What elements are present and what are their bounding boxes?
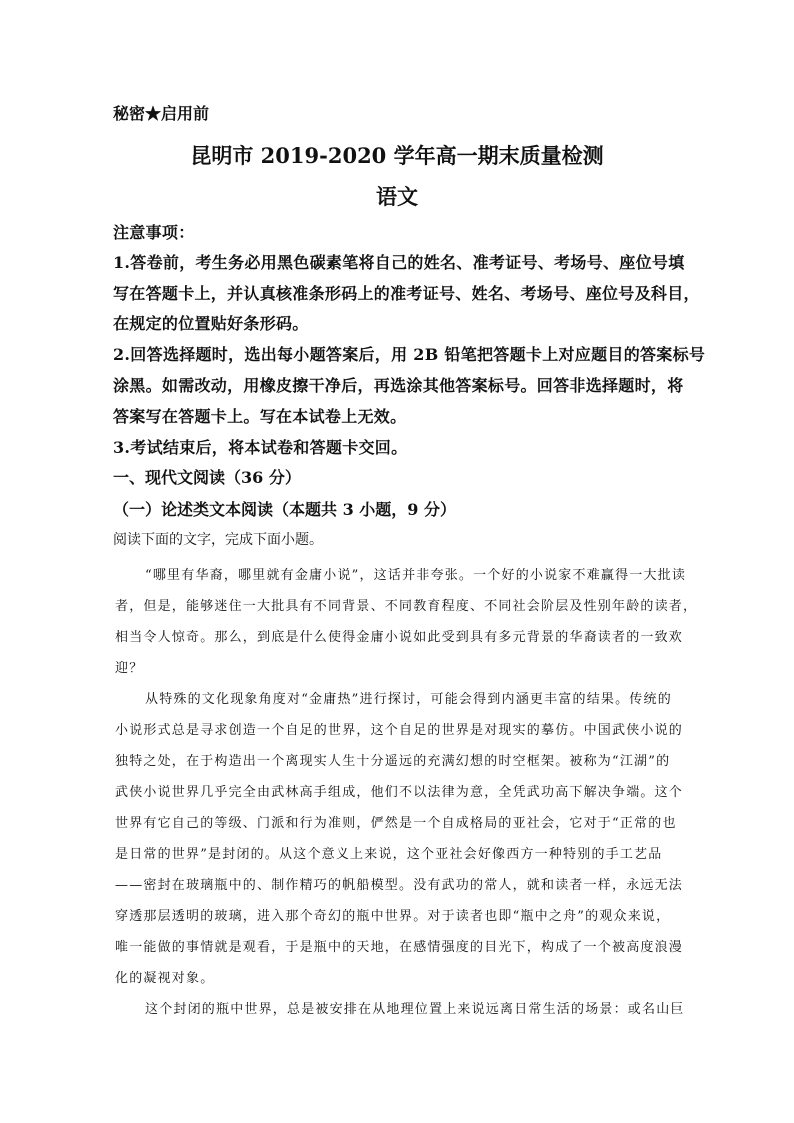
notice-line: 答案写在答题卡上。写在本试卷上无效。 [113,407,407,426]
notice-line: 涂黑。如需改动，用橡皮擦干净后，再选涂其他答案标号。回答非选择题时，将 [113,376,684,395]
passage-line: 穿透那层透明的玻璃，进入那个奇幻的瓶中世界。对于读者也即“瓶中之舟”的观众来说， [115,909,671,924]
passage-line: 独特之处，在于构造出一个离现实人生十分遥远的充满幻想的时空框架。被称为“江湖”的 [115,754,671,769]
passage-line: 唯一能做的事情就是观看，于是瓶中的天地，在感情强度的目光下，构成了一个被高度浪漫 [115,940,684,955]
notice-heading: 注意事项： [113,223,195,242]
notice-line: 1.答卷前，考生务必用黑色碳素笔将自己的姓名、准考证号、考场号、座位号填 [113,253,685,272]
passage-line: 相当令人惊奇。那么，到底是什么使得金庸小说如此受到具有多元背景的华裔读者的一致欢 [115,630,684,645]
passage-line: ——密封在玻璃瓶中的、制作精巧的帆船模型。没有武功的常人，就和读者一样，永远无法 [115,878,684,893]
passage-line: 从特殊的文化现象角度对“金庸热”进行探讨，可能会得到内涵更丰富的结果。传统的 [145,692,672,707]
passage-line: 武侠小说世界几乎完全由武林高手组成，他们不以法律为意，全凭武功高下解决争端。这个 [115,785,684,800]
notice-line: 2.回答选择题时，选出每小题答案后，用 2B 铅笔把答题卡上对应题目的答案标号 [113,345,706,364]
confidential-label: 秘密★启用前 [113,104,210,123]
section-subheading: （一）论述类文本阅读（本题共 3 小题，9 分） [113,500,456,519]
reading-instruction: 阅读下面的文字，完成下面小题。 [113,532,323,548]
passage-line: 这个封闭的瓶中世界，总是被安排在从地理位置上来说远离日常生活的场景：或名山巨 [145,1002,685,1017]
passage-line: “哪里有华裔，哪里就有金庸小说”，这话并非夸张。一个好的小说家不难赢得一大批读 [145,568,687,583]
passage-line: 世界有它自己的等级、门派和行为准则，俨然是一个自成格局的亚社会，它对于“正常的也 [115,816,677,831]
notice-line: 在规定的位置贴好条形码。 [113,314,309,333]
subject-title: 语文 [376,184,418,209]
notice-line: 3.考试结束后，将本试卷和答题卡交回。 [113,438,408,457]
passage-line: 者，但是，能够迷住一大批具有不同背景、不同教育程度、不同社会阶层及性别年龄的读者， [115,599,698,614]
passage-line: 小说形式总是寻求创造一个自足的世界，这个自足的世界是对现实的摹仿。中国武侠小说的 [115,723,684,738]
passage-line: 迎？ [115,661,144,676]
passage-line: 是日常的世界”是封闭的。从这个意义上来说，这个亚社会好像西方一种特别的手工艺品 [115,847,663,862]
notice-line: 写在答题卡上，并认真核准条形码上的准考证号、姓名、考场号、座位号及科目， [113,284,700,303]
passage-line: 化的凝视对象。 [115,971,215,986]
exam-title: 昆明市 2019-2020 学年高一期末质量检测 [190,143,604,168]
section-heading-part1: 一、现代文阅读（36 分） [113,468,301,487]
